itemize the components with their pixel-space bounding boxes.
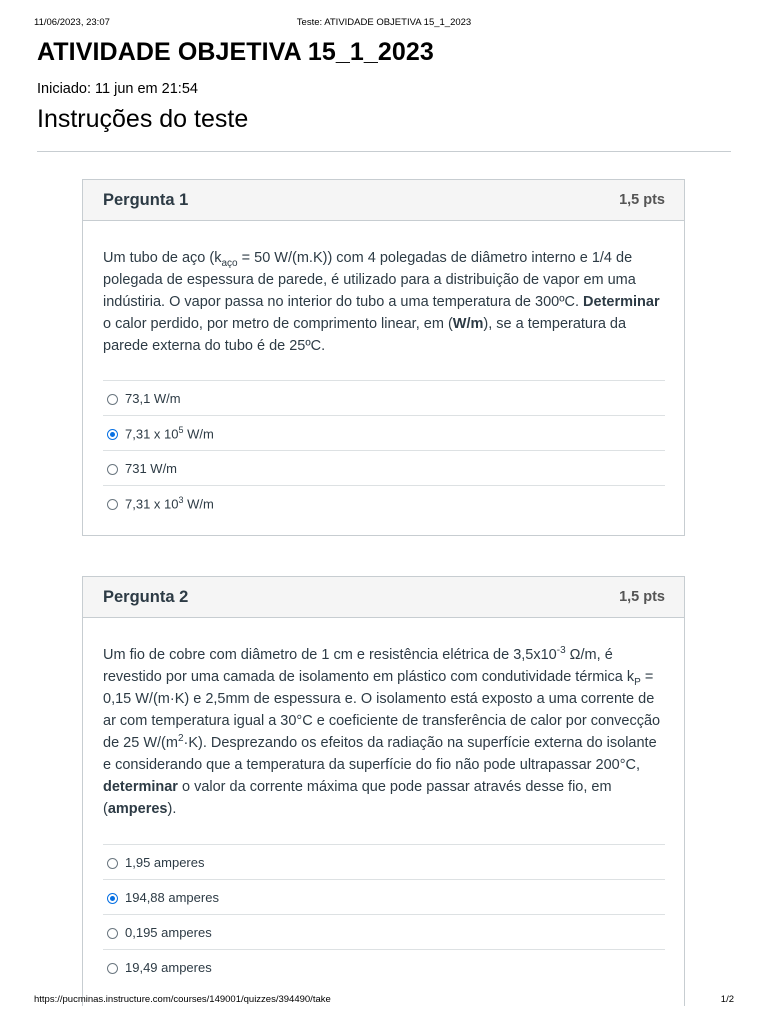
text-bold: amperes [107, 801, 168, 817]
answer-label: 73,1 W/m [125, 390, 181, 406]
question-points: 1,5 pts [619, 589, 665, 605]
answer-list [103, 380, 665, 520]
answer-label-text: 7,31 x 10 [125, 426, 179, 442]
radio-button[interactable] [107, 963, 118, 974]
answer-exponent: 3 [178, 494, 184, 505]
answer-option[interactable] [103, 486, 665, 520]
answer-label: 1,95 amperes [125, 854, 205, 870]
answer-label: 19,49 amperes [125, 959, 212, 975]
radio-button[interactable] [107, 464, 118, 475]
question-header [83, 577, 684, 618]
text-bold: determinar [103, 779, 178, 795]
answer-label-text: 7,31 x 10 [125, 496, 179, 512]
radio-button[interactable] [107, 394, 118, 405]
question-1 [82, 179, 685, 536]
text-superscript: -3 [556, 645, 566, 657]
print-datetime: 11/06/2023, 23:07 [34, 17, 110, 28]
answer-label: 194,88 amperes [125, 889, 219, 905]
answer-list [103, 844, 665, 984]
text-bold: Determinar [583, 294, 660, 310]
page-url: https://pucminas.instructure.com/courses/149001/quizzes/394490/take [34, 994, 331, 1005]
radio-button[interactable] [107, 858, 118, 869]
question-header [83, 180, 684, 221]
text-run: ), se a temperatura da parede externa do tubo é de 25ºC. [103, 316, 627, 354]
text-subscript: P [634, 676, 641, 688]
answer-option[interactable] [103, 880, 665, 915]
answer-label [125, 425, 214, 441]
question-2 [82, 576, 685, 1006]
radio-button[interactable] [107, 928, 118, 939]
radio-button-selected[interactable] [107, 429, 118, 440]
text-run: o valor da corrente máxima que pode passar através desse fio, em ( [103, 779, 612, 817]
text-run: = 0,15 W/(m·K) e 2,5mm de espessura e. O isolamento está exposto a uma corrente de ar com temperatura igual a 30°C e coeficiente de transferência de calor por convecção de 25 W/(m [103, 669, 661, 751]
answer-exponent: 5 [178, 424, 184, 435]
text-subscript: aço [221, 257, 238, 269]
text-superscript: 2 [177, 733, 184, 745]
answer-label: 731 W/m [125, 460, 178, 476]
text-run: Um fio de cobre com diâmetro de 1 cm e resistência elétrica de 3,5x10 [103, 647, 557, 663]
text-run: Ω/m, é revestido por uma camada de isolamento em plástico com condutividade térmica k [103, 647, 635, 685]
text-run: Um tubo de aço (k [103, 250, 222, 266]
answer-option[interactable] [103, 950, 665, 984]
answer-label [125, 495, 214, 511]
started-time: Iniciado: 11 jun em 21:54 [37, 81, 198, 97]
text-run: o calor perdido, por metro de comprimento linear, em ( [103, 316, 453, 332]
answer-option[interactable] [103, 451, 665, 486]
print-header [34, 17, 734, 31]
radio-button[interactable] [107, 499, 118, 510]
answer-unit: W/m [183, 496, 214, 512]
question-points: 1,5 pts [619, 192, 665, 208]
divider [37, 151, 731, 152]
text-bold: W/m [452, 316, 484, 332]
question-text [103, 247, 665, 357]
radio-button-selected[interactable] [107, 893, 118, 904]
print-doc-title: Teste: ATIVIDADE OBJETIVA 15_1_2023 [296, 17, 472, 28]
answer-option[interactable] [103, 915, 665, 950]
question-title: Pergunta 1 [103, 190, 189, 209]
question-title: Pergunta 2 [103, 587, 189, 606]
answer-label: 0,195 amperes [125, 924, 212, 940]
answer-option[interactable] [103, 416, 665, 451]
answer-option[interactable] [103, 381, 665, 416]
question-text [103, 644, 665, 820]
answer-option[interactable] [103, 845, 665, 880]
text-run: ·K). Desprezando os efeitos da radiação na superfície externa do isolante e considerando que a temperatura da superfície do fio não pode ultrapassar 200°C, [103, 735, 657, 773]
text-run: ). [167, 801, 177, 817]
page-title: ATIVIDADE OBJETIVA 15_1_2023 [37, 38, 434, 66]
page-number: 1/2 [720, 994, 734, 1005]
print-footer [34, 994, 734, 1008]
text-run: = 50 W/(m.K)) com 4 polegadas de diâmetro interno e 1/4 de polegada de espessura de parede, é utilizado para a distribuição de vapor em uma indústiria. O vapor passa no interior do tubo a uma temperatura de 300ºC. [103, 250, 636, 310]
instructions-heading: Instruções do teste [37, 105, 249, 133]
answer-unit: W/m [183, 426, 214, 442]
